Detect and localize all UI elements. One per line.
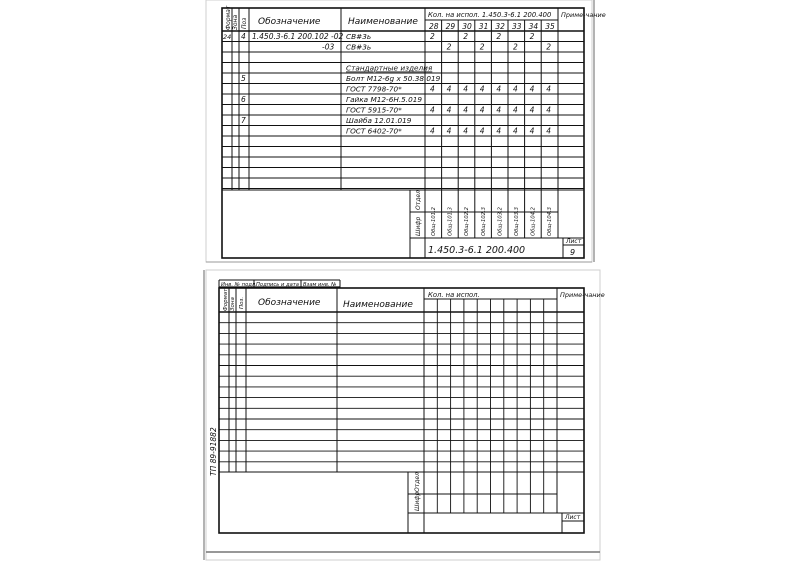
s2-replace-label: Взам инв. № (303, 282, 337, 288)
s1-cell-name: ГОСТ 5915-70* (346, 105, 402, 115)
s1-cell-qty: 4 (479, 105, 485, 115)
s1-pos-header: Поз (241, 17, 248, 29)
s1-cell-qty: 4 (430, 105, 435, 115)
s1-cell-designation: -03 (322, 42, 335, 52)
s1-sheet-label: Лист (566, 238, 582, 245)
s1-cell-qty: 2 (430, 32, 435, 41)
s1-cell-qty: 2 (446, 42, 452, 52)
s1-rotated-cell: Общ-101.2 (431, 207, 437, 236)
s2-sign-label: Подпись и дата (256, 282, 299, 288)
s2-format-header: Формат (223, 288, 229, 311)
s1-cell-format: 24 (223, 33, 232, 41)
s1-cell-pos: 6 (241, 95, 246, 104)
s1-cell-pos: 4 (241, 32, 246, 41)
s1-cell-name: Шайба 12.01.019 (346, 116, 412, 125)
s1-exec-col-header: 30 (462, 22, 472, 31)
s1-cell-qty: 4 (496, 126, 502, 136)
s1-cell-qty: 4 (479, 84, 485, 94)
s1-cell-qty: 4 (529, 84, 535, 94)
s1-cell-name: Гайка М12-6Н.5.019 (346, 95, 423, 104)
s2-sheet-label: Лист (565, 514, 581, 521)
s1-cell-designation: 1.450.3-6.1 200.102 -02 (252, 32, 344, 41)
s1-rotated-cell: Общ-103.3 (514, 207, 520, 236)
s1-cell-qty: 4 (496, 84, 502, 94)
s1-cell-name: СВ#3ь (346, 42, 372, 52)
s1-exec-col-header: 31 (478, 22, 489, 31)
s1-exec-col-header: 33 (512, 22, 522, 31)
s1-cell-qty: 4 (463, 105, 468, 115)
s2-note-header: Приме-чание (560, 291, 605, 299)
s1-dept-label: Отдел (415, 190, 422, 210)
s1-exec-col-header: 29 (445, 22, 456, 31)
s1-name-header: Наименование (348, 17, 418, 27)
s1-cell-qty: 4 (529, 105, 535, 115)
s1-qty-caption: Кол. на испол. 1.450.3-6.1 200.400 (428, 11, 552, 19)
s1-cell-qty: 4 (463, 126, 468, 136)
s1-rotated-cell: Общ-104.3 (547, 207, 554, 236)
s2-qty-caption: Кол. на испол. (428, 291, 480, 299)
s1-cell-qty: 4 (496, 105, 502, 115)
s2-dept-label: Отдел (414, 472, 421, 492)
s1-cell-qty: 2 (463, 32, 468, 41)
s1-cell-qty: 2 (513, 42, 518, 52)
s1-cell-qty: 2 (479, 42, 485, 52)
s1-exec-col-header: 35 (545, 22, 555, 31)
s2-zone-header: Зона (230, 297, 236, 311)
s1-cell-qty: 4 (529, 126, 535, 136)
sheet2-paper (206, 270, 600, 560)
s1-cell-qty: 4 (446, 126, 452, 136)
s1-sheet-number: 9 (570, 248, 576, 257)
s1-note-header: Приме-чание (561, 11, 606, 19)
s1-exec-col-header: 28 (429, 22, 439, 31)
s1-rotated-cell: Общ-104.2 (530, 207, 537, 236)
s1-exec-col-header: 34 (528, 22, 539, 31)
s1-cell-qty: 4 (430, 126, 435, 136)
s1-cell-name: ГОСТ 7798-70* (346, 84, 402, 94)
s2-pos-header: Поз. (239, 296, 245, 309)
s1-cell-name: Болт М12-6g x 50.38.019 (346, 74, 441, 83)
s1-designation-header: Обозначение (258, 17, 321, 27)
s1-rotated-cell: Общ-101.3 (447, 207, 454, 236)
s1-cell-qty: 4 (546, 105, 551, 115)
s1-cell-qty: 4 (479, 126, 485, 136)
s1-rotated-cell: Общ-102.3 (480, 207, 487, 236)
s1-cell-qty: 4 (513, 126, 518, 136)
s1-zone-header: Зона (232, 14, 239, 30)
s2-inv-label: Инв. № подл. (221, 282, 257, 288)
s2-designation-header: Обозначение (258, 298, 321, 308)
s1-cell-qty: 4 (446, 105, 452, 115)
s1-cell-qty: 2 (496, 32, 502, 41)
s1-cell-qty: 2 (529, 32, 535, 41)
s1-cell-name: ГОСТ 6402-70* (346, 126, 402, 136)
s1-format-header: Формат (225, 5, 232, 30)
s1-rotated-cell: Общ-103.2 (497, 207, 504, 236)
s2-cipher-label: Шифр (414, 491, 421, 511)
s1-cell-qty: 4 (446, 84, 452, 94)
s1-cell-qty: 4 (513, 84, 518, 94)
s1-cell-pos: 7 (241, 116, 246, 125)
s2-name-header: Наименование (343, 300, 413, 310)
s1-rotated-cell: Общ-102.2 (464, 207, 471, 236)
s1-cell-qty: 2 (546, 42, 551, 52)
s1-cell-pos: 5 (241, 74, 246, 83)
s1-exec-col-header: 32 (495, 22, 505, 31)
s1-stamp-code: 1.450.3-6.1 200.400 (428, 245, 526, 256)
s2-vertical-stamp: ТП 89-91882 (209, 427, 218, 476)
s1-cell-name: Стандартные изделия (346, 63, 433, 73)
s1-cell-qty: 4 (546, 84, 551, 94)
s1-cell-qty: 4 (513, 105, 518, 115)
s1-cipher-label: Шифр (415, 216, 422, 236)
s1-cell-qty: 4 (546, 126, 551, 136)
s1-cell-qty: 4 (463, 84, 468, 94)
s1-cell-qty: 4 (430, 84, 435, 94)
s1-cell-name: СВ#3ь (346, 32, 372, 41)
